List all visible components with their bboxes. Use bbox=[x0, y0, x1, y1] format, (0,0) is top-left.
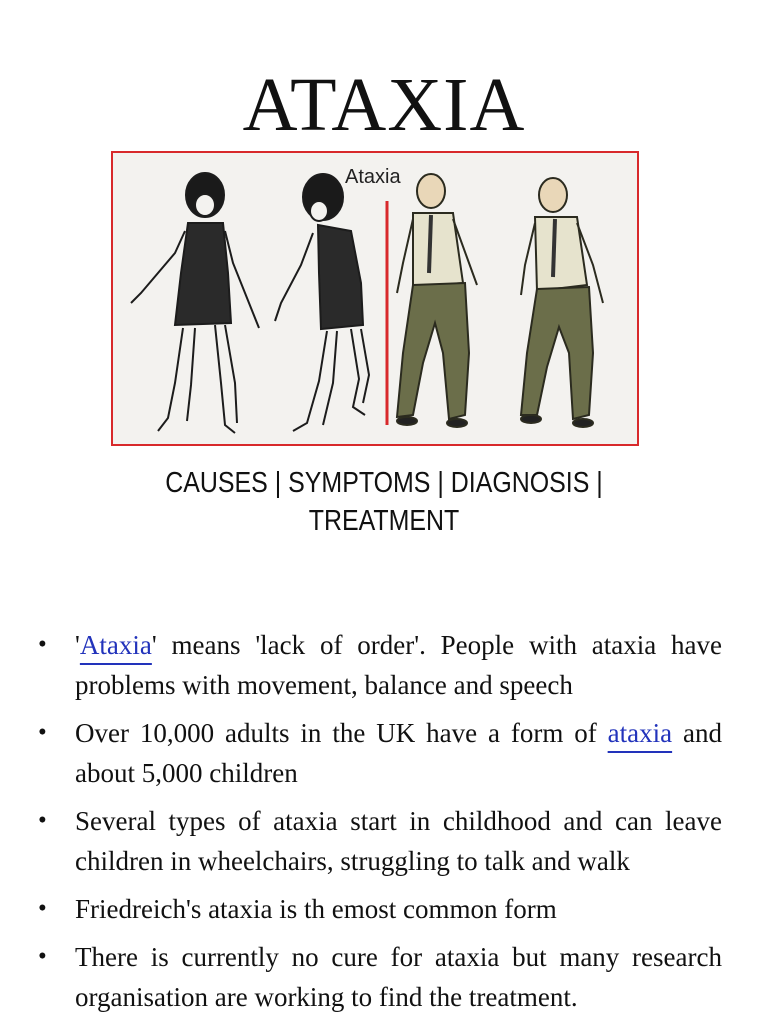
bullet-item bbox=[38, 801, 722, 881]
bullet-text: Several types of ataxia start in childhood and can leave children in wheelchairs, struggling to talk and walk bbox=[75, 806, 722, 876]
section-subtitle bbox=[105, 464, 662, 540]
ataxia-link[interactable]: Ataxia bbox=[79, 630, 152, 660]
bullet-glyph: • bbox=[38, 719, 47, 746]
ataxia-figures-drawing bbox=[113, 153, 637, 444]
ataxia-link[interactable]: ataxia bbox=[607, 718, 673, 748]
page-title: ATAXIA bbox=[242, 63, 526, 147]
bullet-glyph: • bbox=[38, 631, 47, 658]
subtitle-line-1: CAUSES | SYMPTOMS | DIAGNOSIS | bbox=[165, 467, 603, 499]
bullet-glyph: • bbox=[38, 943, 47, 970]
bullet-text: ' means 'lack of order'. People with ataxia have problems with movement, balance and speech bbox=[75, 630, 722, 700]
figure-label: Ataxia bbox=[345, 166, 401, 188]
subtitle-line-2: TREATMENT bbox=[308, 505, 460, 537]
bullet-item bbox=[38, 889, 722, 929]
bullet-item bbox=[38, 625, 722, 705]
bullet-text: ' bbox=[75, 630, 80, 660]
bullet-item bbox=[38, 713, 722, 793]
bullet-glyph: • bbox=[38, 807, 47, 834]
bullet-list bbox=[38, 625, 722, 1025]
bullet-text: and about 5,000 children bbox=[75, 718, 722, 788]
bullet-glyph: • bbox=[38, 895, 47, 922]
ataxia-illustration bbox=[111, 151, 639, 446]
bullet-item bbox=[38, 937, 722, 1017]
bullet-text: There is currently no cure for ataxia but many research organisation are working to find the treatment. bbox=[75, 942, 722, 1012]
bullet-text: Over 10,000 adults in the UK have a form of bbox=[75, 718, 608, 748]
bullet-text: Friedreich's ataxia is th emost common form bbox=[75, 894, 557, 924]
